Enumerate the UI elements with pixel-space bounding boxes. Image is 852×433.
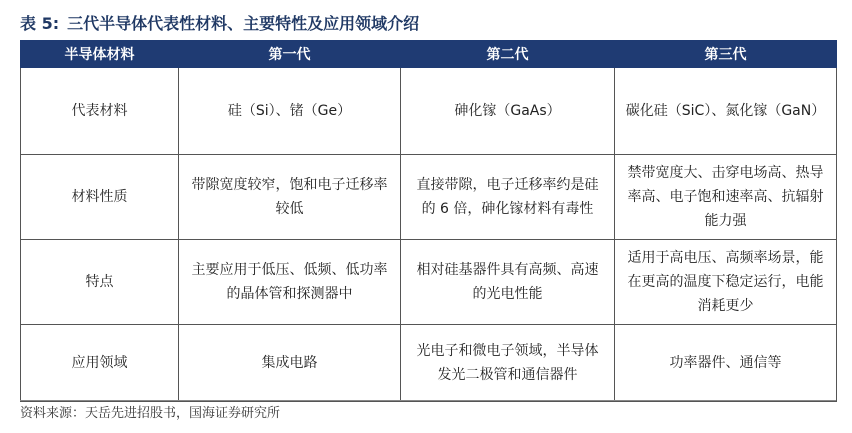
table-header-row: [21, 41, 837, 68]
semiconductor-comparison-table: [20, 40, 837, 402]
table-row: [21, 325, 837, 402]
cell-third-gen-properties: 禁带宽度大、击穿电场高、热导率高、电子饱和速率高、抗辐射能力强: [615, 155, 837, 240]
header-second-gen: 第二代: [401, 41, 615, 68]
table-row: [21, 68, 837, 155]
row-label-applications: 应用领域: [21, 325, 179, 402]
header-third-gen: 第三代: [615, 41, 837, 68]
table-number: 表 5:: [20, 14, 60, 33]
cell-second-gen-materials: 砷化镓（GaAs）: [401, 68, 615, 155]
table-title: [20, 10, 419, 38]
cell-second-gen-applications: 光电子和微电子领域，半导体发光二极管和通信器件: [401, 325, 615, 402]
header-first-gen: 第一代: [179, 41, 401, 68]
cell-second-gen-features: 相对硅基器件具有高频、高速的光电性能: [401, 240, 615, 325]
row-label-representative-materials: 代表材料: [21, 68, 179, 155]
source-divider: [20, 400, 836, 401]
table-title-text: 三代半导体代表性材料、主要特性及应用领域介绍: [67, 14, 420, 33]
row-label-features: 特点: [21, 240, 179, 325]
cell-first-gen-applications: 集成电路: [179, 325, 401, 402]
cell-first-gen-properties: 带隙宽度较窄，饱和电子迁移率较低: [179, 155, 401, 240]
cell-third-gen-materials: 碳化硅（SiC）、氮化镓（GaN）: [615, 68, 837, 155]
comparison-table-container: [20, 40, 836, 402]
cell-third-gen-applications: 功率器件、通信等: [615, 325, 837, 402]
cell-first-gen-features: 主要应用于低压、低频、低功率的晶体管和探测器中: [179, 240, 401, 325]
row-label-material-properties: 材料性质: [21, 155, 179, 240]
cell-first-gen-materials: 硅（Si）、锗（Ge）: [179, 68, 401, 155]
cell-second-gen-properties: 直接带隙，电子迁移率约是硅的 6 倍，砷化镓材料有毒性: [401, 155, 615, 240]
header-material: 半导体材料: [21, 41, 179, 68]
table-row: [21, 240, 837, 325]
source-note: 资料来源：天岳先进招股书，国海证券研究所: [20, 406, 281, 421]
cell-third-gen-features: 适用于高电压、高频率场景，能在更高的温度下稳定运行，电能消耗更少: [615, 240, 837, 325]
table-row: [21, 155, 837, 240]
